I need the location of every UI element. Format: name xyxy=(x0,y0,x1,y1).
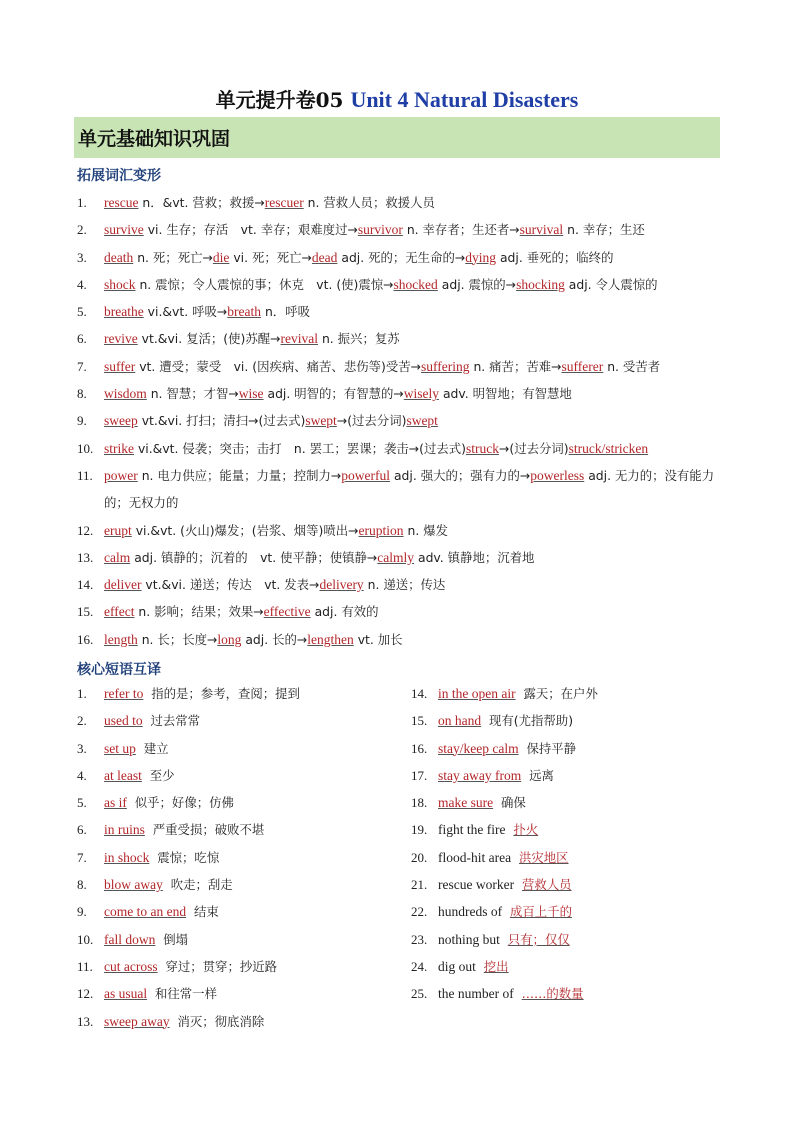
item-number: 7. xyxy=(77,849,87,865)
phrase-chinese: 至少 xyxy=(149,767,175,783)
phrase-list-right xyxy=(411,680,598,1008)
item-number: 1. xyxy=(77,195,87,210)
phrase-english-answer: as usual xyxy=(104,986,148,1002)
answer-word: dying xyxy=(465,249,497,265)
section-title: 单元基础知识巩固 xyxy=(78,128,231,150)
answer-word: shock xyxy=(104,276,136,292)
item-number: 22. xyxy=(411,904,428,920)
phrase-item xyxy=(411,844,598,871)
answer-word: rescuer xyxy=(264,195,304,210)
answer-word: breathe xyxy=(104,304,144,320)
definition-text: n. 痛苦；苦难→ xyxy=(469,358,562,374)
phrase-chinese: 露天；在户外 xyxy=(523,686,598,701)
definition-text: n. 电力供应；能量；力量；控制力→ xyxy=(137,467,342,483)
phrase-item xyxy=(411,953,598,980)
definition-text: adj. 强大的；强有力的→ xyxy=(390,467,531,483)
phrase-english-answer: fall down xyxy=(104,931,156,947)
item-number: 3. xyxy=(77,740,87,756)
item-number: 17. xyxy=(411,767,428,783)
vocab-text xyxy=(104,277,658,292)
phrase-chinese: 建立 xyxy=(143,740,169,756)
item-number: 4. xyxy=(77,767,87,783)
definition-text: n. 营救人员；救援人员 xyxy=(303,195,435,210)
section-header-bar xyxy=(74,117,720,158)
phrase-item xyxy=(411,816,598,843)
answer-word: swept xyxy=(305,413,337,429)
answer-word: wise xyxy=(238,386,264,402)
definition-text: adj. 令人震惊的 xyxy=(564,276,658,292)
phrase-english-answer: make sure xyxy=(438,795,494,811)
answer-word: suffer xyxy=(104,358,136,374)
definition-text: vi.&vt. (火山)爆发；(岩浆、烟等)喷出→ xyxy=(131,522,359,538)
phrase-english: fight the fire xyxy=(438,822,506,838)
phrase-chinese: 消灭；彻底消除 xyxy=(177,1013,265,1029)
definition-text: vt. 遭受；蒙受 vi. (因疾病、痛苦、悲伤等)受苦→ xyxy=(135,358,421,374)
definition-text: adj. 垂死的；临终的 xyxy=(496,249,614,265)
answer-word: shocking xyxy=(516,276,565,292)
answer-word: effect xyxy=(104,604,135,620)
item-number: 1. xyxy=(77,686,87,701)
phrase-english-answer: on hand xyxy=(438,713,482,729)
definition-text: n. 受苦者 xyxy=(603,358,661,374)
item-number: 9. xyxy=(77,413,87,429)
answer-word: death xyxy=(104,249,134,265)
phrase-english: flood-hit area xyxy=(438,849,512,865)
phrase-english-answer: in shock xyxy=(104,849,150,865)
vocab-item xyxy=(77,380,737,407)
phrase-english-answer: in ruins xyxy=(104,822,145,838)
item-number: 11. xyxy=(77,958,93,974)
vocab-item xyxy=(77,626,737,653)
phrase-chinese-answer: 成百上千的 xyxy=(510,904,572,920)
item-number: 16. xyxy=(411,740,428,756)
phrase-item xyxy=(77,816,300,843)
title-chinese: 单元提升卷05 xyxy=(215,88,344,112)
definition-text: →(过去分词) xyxy=(498,440,569,456)
answer-word: powerless xyxy=(530,467,585,483)
vocab-item xyxy=(77,189,737,216)
vocab-item xyxy=(77,271,737,298)
definition-text: n. 爆发 xyxy=(403,522,448,538)
item-number: 18. xyxy=(411,795,428,811)
phrase-english-answer: sweep away xyxy=(104,1013,170,1029)
phrase-english: the number of xyxy=(438,986,514,1002)
answer-word: sweep xyxy=(104,413,138,429)
item-number: 19. xyxy=(411,822,428,838)
item-number: 15. xyxy=(411,713,428,729)
answer-word: revival xyxy=(280,331,318,347)
vocab-text xyxy=(104,632,403,647)
phrase-item xyxy=(77,953,300,980)
phrase-chinese-answer: 洪灾地区 xyxy=(518,849,569,865)
definition-text: adj. 长的→ xyxy=(241,631,308,647)
definition-text: vt.&vi. 递送；传达 vt. 发表→ xyxy=(141,577,320,593)
definition-text: adj. 镇静的；沉着的 vt. 使平静；使镇静→ xyxy=(130,549,378,565)
definition-text: vi. 生存；存活 vt. 幸存；艰难度过→ xyxy=(143,222,358,238)
phrase-chinese: 过去常常 xyxy=(150,713,201,729)
answer-word: effective xyxy=(263,604,311,620)
phrase-item xyxy=(411,926,598,953)
phrase-item xyxy=(77,707,300,734)
phrase-english: dig out xyxy=(438,958,476,974)
phrase-english-answer: in the open air xyxy=(438,686,516,701)
item-number: 20. xyxy=(411,849,428,865)
answer-word: die xyxy=(212,249,230,265)
item-number: 13. xyxy=(77,1013,94,1029)
answer-word: survivor xyxy=(357,222,403,238)
item-number: 21. xyxy=(411,877,428,893)
phrase-chinese: 倒塌 xyxy=(163,931,189,947)
item-number: 15. xyxy=(77,604,94,620)
vocab-heading: 拓展词汇变形 xyxy=(77,168,161,184)
definition-text: adv. 镇静地；沉着地 xyxy=(414,549,535,565)
definition-text: adj. 死的；无生命的→ xyxy=(337,249,466,265)
phrase-chinese: 吹走；刮走 xyxy=(170,877,233,893)
phrase-english-answer: set up xyxy=(104,740,136,756)
vocab-text xyxy=(104,604,379,619)
item-number: 14. xyxy=(411,686,428,701)
phrase-heading: 核心短语互译 xyxy=(77,662,161,678)
vocab-list xyxy=(77,189,737,653)
vocab-item xyxy=(77,407,737,434)
vocab-text xyxy=(104,441,648,456)
answer-word: calmly xyxy=(377,549,415,565)
item-number: 13. xyxy=(77,549,94,565)
vocab-item xyxy=(77,435,737,462)
item-number: 5. xyxy=(77,304,87,320)
item-number: 9. xyxy=(77,904,87,920)
phrase-item xyxy=(77,898,300,925)
answer-word: delivery xyxy=(319,577,364,593)
phrase-chinese: 确保 xyxy=(501,795,526,811)
item-number: 16. xyxy=(77,631,94,647)
phrase-chinese-answer: 营救人员 xyxy=(521,877,572,893)
item-number: 12. xyxy=(77,522,94,538)
answer-word: eruption xyxy=(358,522,404,538)
vocab-text xyxy=(104,359,660,374)
answer-word: survival xyxy=(519,222,564,238)
vocab-item xyxy=(77,517,737,544)
definition-text: n. 影响；结果；效果→ xyxy=(134,604,264,620)
phrase-item xyxy=(77,762,300,789)
answer-word: rescue xyxy=(104,195,139,210)
answer-word: breath xyxy=(227,304,262,320)
vocab-text xyxy=(104,222,645,237)
phrase-item xyxy=(411,680,598,707)
definition-text: adj. 震惊的→ xyxy=(437,276,517,292)
answer-word: survive xyxy=(104,222,144,238)
definition-text: n. 振兴；复苏 xyxy=(318,331,400,347)
phrase-item xyxy=(77,1008,300,1035)
vocab-item xyxy=(77,462,737,517)
item-number: 14. xyxy=(77,577,94,593)
phrase-item xyxy=(77,844,300,871)
phrase-item xyxy=(411,898,598,925)
phrase-english-answer: come to an end xyxy=(104,904,187,920)
phrase-english: rescue worker xyxy=(438,877,515,893)
item-number: 10. xyxy=(77,440,94,456)
phrase-item xyxy=(411,707,598,734)
item-number: 7. xyxy=(77,358,87,374)
phrase-english-answer: refer to xyxy=(104,686,144,701)
phrase-item xyxy=(77,871,300,898)
definition-text: n. 震惊；令人震惊的事；休克 vt. (使)震惊→ xyxy=(135,276,394,292)
phrase-english: nothing but xyxy=(438,931,500,947)
answer-word: revive xyxy=(104,331,138,347)
answer-word: power xyxy=(104,467,138,483)
title-english: Unit 4 Natural Disasters xyxy=(350,87,579,112)
vocab-item xyxy=(77,216,737,243)
item-number: 2. xyxy=(77,713,87,729)
phrase-item xyxy=(411,871,598,898)
definition-text: adj. 有效的 xyxy=(310,604,379,620)
item-number: 12. xyxy=(77,986,94,1002)
vocab-item xyxy=(77,544,737,571)
phrase-chinese: 结束 xyxy=(194,904,219,920)
phrase-chinese-answer: 挖出 xyxy=(483,958,509,974)
phrase-item xyxy=(77,789,300,816)
page-title xyxy=(0,84,794,113)
phrase-chinese: 保持平静 xyxy=(526,740,577,756)
definition-text: vt.&vi. 打扫；清扫→(过去式) xyxy=(137,413,306,429)
phrase-english-answer: blow away xyxy=(104,877,163,893)
phrase-item xyxy=(411,980,598,1007)
vocab-item xyxy=(77,325,737,352)
phrase-list-left xyxy=(77,680,300,1035)
answer-word: suffering xyxy=(421,358,470,374)
phrase-chinese-answer: 扑火 xyxy=(513,822,539,838)
answer-word: erupt xyxy=(104,522,132,538)
definition-text: n. 智慧；才智→ xyxy=(146,386,239,402)
phrase-chinese-answer: 只有；仅仅 xyxy=(507,931,570,947)
phrase-chinese: 似乎；好像；仿佛 xyxy=(134,795,234,811)
answer-word: shocked xyxy=(393,276,438,292)
definition-text: adv. 明智地；有智慧地 xyxy=(439,386,572,402)
definition-text: n. 递送；传达 xyxy=(363,577,446,593)
phrase-chinese: 震惊；吃惊 xyxy=(157,849,220,865)
phrase-chinese: 远离 xyxy=(529,767,554,783)
vocab-item xyxy=(77,571,737,598)
vocab-text xyxy=(104,413,438,428)
definition-text: vt.&vi. 复活；(使)苏醒→ xyxy=(137,331,281,347)
vocab-text xyxy=(104,386,572,401)
vocab-text xyxy=(104,523,448,538)
vocab-text xyxy=(104,195,435,210)
vocab-text xyxy=(104,550,534,565)
phrase-item xyxy=(411,735,598,762)
vocab-text xyxy=(104,304,310,319)
phrase-item xyxy=(77,926,300,953)
answer-word: struck/stricken xyxy=(568,440,649,456)
answer-word: struck xyxy=(465,440,499,456)
item-number: 8. xyxy=(77,386,87,402)
answer-word: wisely xyxy=(403,386,440,402)
definition-text: vt. 加长 xyxy=(353,631,403,647)
item-number: 2. xyxy=(77,222,87,238)
phrase-chinese: 指的是；参考，查阅；提到 xyxy=(151,686,300,701)
item-number: 24. xyxy=(411,958,428,974)
phrase-english-answer: stay/keep calm xyxy=(438,740,519,756)
definition-text: adj. 明智的；有智慧的→ xyxy=(263,386,404,402)
item-number: 6. xyxy=(77,331,87,347)
phrase-english-answer: stay away from xyxy=(438,767,522,783)
vocab-text xyxy=(104,250,613,265)
phrase-item xyxy=(411,789,598,816)
phrase-english: hundreds of xyxy=(438,904,503,920)
item-number: 8. xyxy=(77,877,87,893)
answer-word: sufferer xyxy=(561,358,604,374)
answer-word: strike xyxy=(104,440,134,456)
definition-text: n．呼吸 xyxy=(261,304,310,320)
phrase-english-answer: as if xyxy=(104,795,127,811)
vocab-text xyxy=(104,577,445,592)
vocab-text xyxy=(104,331,400,346)
item-number: 11. xyxy=(77,467,93,483)
item-number: 6. xyxy=(77,822,87,838)
definition-text: →(过去分词) xyxy=(336,413,407,429)
phrase-english-answer: used to xyxy=(104,713,143,729)
phrase-item xyxy=(77,735,300,762)
phrase-item xyxy=(411,762,598,789)
phrase-chinese: 穿过；贯穿；抄近路 xyxy=(165,958,278,974)
answer-word: powerful xyxy=(341,467,391,483)
item-number: 3. xyxy=(77,249,87,265)
item-number: 5. xyxy=(77,795,87,811)
phrase-chinese: 现有(尤指帮助) xyxy=(489,713,574,729)
definition-text: n．&vt. 营救；救援→ xyxy=(138,195,265,210)
item-number: 23. xyxy=(411,931,428,947)
vocab-item xyxy=(77,353,737,380)
definition-text: n. 幸存者；生还者→ xyxy=(402,222,520,238)
definition-text: vi.&vt. 呼吸→ xyxy=(143,304,228,320)
vocab-text xyxy=(104,462,734,517)
phrase-item xyxy=(77,680,300,707)
item-number: 25. xyxy=(411,986,428,1002)
phrase-item xyxy=(77,980,300,1007)
answer-word: length xyxy=(104,631,138,647)
phrase-chinese-answer: ……的数量 xyxy=(521,986,584,1002)
item-number: 10. xyxy=(77,931,94,947)
item-number: 4. xyxy=(77,276,87,292)
phrase-english-answer: cut across xyxy=(104,958,158,974)
answer-word: calm xyxy=(104,549,131,565)
definition-text: vi.&vt. 侵袭；突击；击打 n. 罢工；罢课；袭击→(过去式) xyxy=(134,440,466,456)
vocab-item xyxy=(77,244,737,271)
answer-word: wisdom xyxy=(104,386,147,402)
vocab-item xyxy=(77,598,737,625)
vocab-item xyxy=(77,298,737,325)
phrase-chinese: 和往常一样 xyxy=(155,986,217,1002)
answer-word: lengthen xyxy=(307,631,354,647)
phrase-chinese: 严重受损；破败不堪 xyxy=(152,822,265,838)
definition-text: adj. 无力的；没有能力的；无权力的 xyxy=(104,467,715,511)
definition-text: vi. 死；死亡→ xyxy=(229,249,312,265)
answer-word: long xyxy=(217,631,242,647)
definition-text: n. 幸存；生还 xyxy=(563,222,645,238)
answer-word: dead xyxy=(311,249,338,265)
answer-word: deliver xyxy=(104,577,142,593)
phrase-english-answer: at least xyxy=(104,767,142,783)
definition-text: n. 死；死亡→ xyxy=(133,249,213,265)
definition-text: n. 长；长度→ xyxy=(137,631,218,647)
answer-word: swept xyxy=(406,413,438,429)
